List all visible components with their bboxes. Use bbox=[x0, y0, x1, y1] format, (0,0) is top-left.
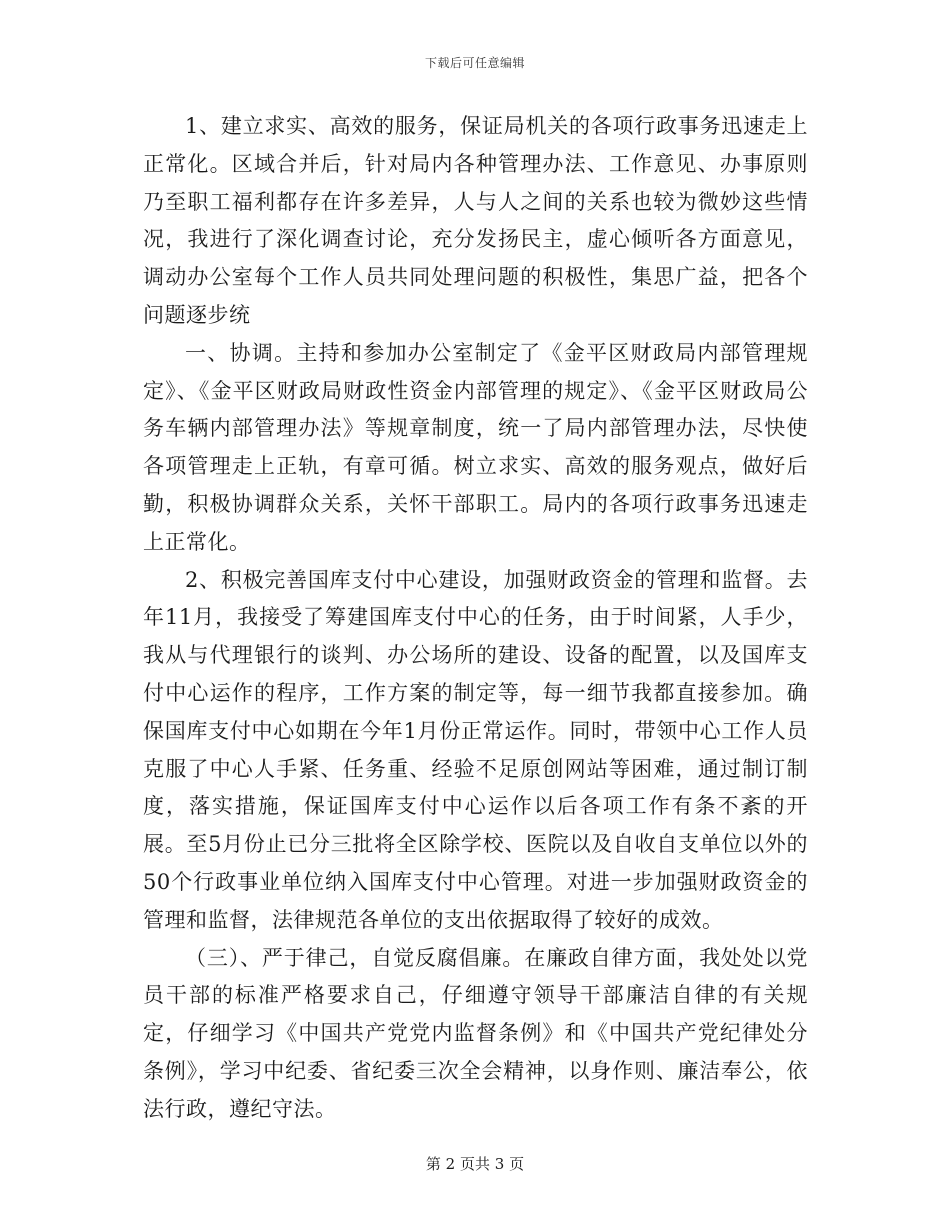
paragraph-2: 一、协调。主持和参加办公室制定了《金平区财政局内部管理规定》、《金平区财政局财政性资金内部管理的规定》、《金平区财政局公务车辆内部管理办法》等规章制度，统一了局内部管理办法，尽快使各项管理走上正轨，有章可循。树立求实、高效的服务观点，做好后勤，积极协调群众关系，关怀干部职工。局内的各项行政事务迅速走上正常化。 bbox=[143, 340, 808, 554]
page-header: 下载后可任意编辑 bbox=[424, 56, 525, 70]
page-footer: 第 2 页共 3 页 bbox=[425, 1155, 525, 1173]
paragraph-3: 2、积极完善国库支付中心建设，加强财政资金的管理和监督。去年11月，我接受了筹建国库支付中心的任务，由于时间紧，人手少，我从与代理银行的谈判、办公场所的建设、设备的配置，以及国库支付中心运作的程序，工作方案的制定等，每一细节我都直接参加。确保国库支付中心如期在今年1月份正常运作。同时，带领中心工作人员克服了中心人手紧、任务重、经验不足原创网站等困难，通过制订制度，落实措施，保证国库支付中心运作以后各项工作有条不紊的开展。至5月份止已分三批将全区除学校、医院以及自收自支单位以外的50个行政事业单位纳入国库支付中心管理。对进一步加强财政资金的管理和监督，法律规范各单位的支出依据取得了较好的成效。 bbox=[143, 567, 808, 932]
paragraph-4: （三）、严于律己，自觉反腐倡廉。在廉政自律方面，我处处以党员干部的标准严格要求自己，仔细遵守领导干部廉洁自律的有关规定，仔细学习《中国共产党党内监督条例》和《中国共产党纪律处分条例》，学习中纪委、省纪委三次全会精神，以身作则、廉洁奉公，依法行政，遵纪守法。 bbox=[143, 945, 808, 1121]
paragraph-1: 1、建立求实、高效的服务，保证局机关的各项行政事务迅速走上正常化。区域合并后，针对局内各种管理办法、工作意见、办事原则乃至职工福利都存在许多差异，人与人之间的关系也较为微妙这些情况，我进行了深化调查讨论，充分发扬民主，虚心倾听各方面意见，调动办公室每个工作人员共同处理问题的积极性，集思广益，把各个问题逐步统 bbox=[143, 114, 808, 327]
document-body bbox=[143, 108, 808, 1129]
